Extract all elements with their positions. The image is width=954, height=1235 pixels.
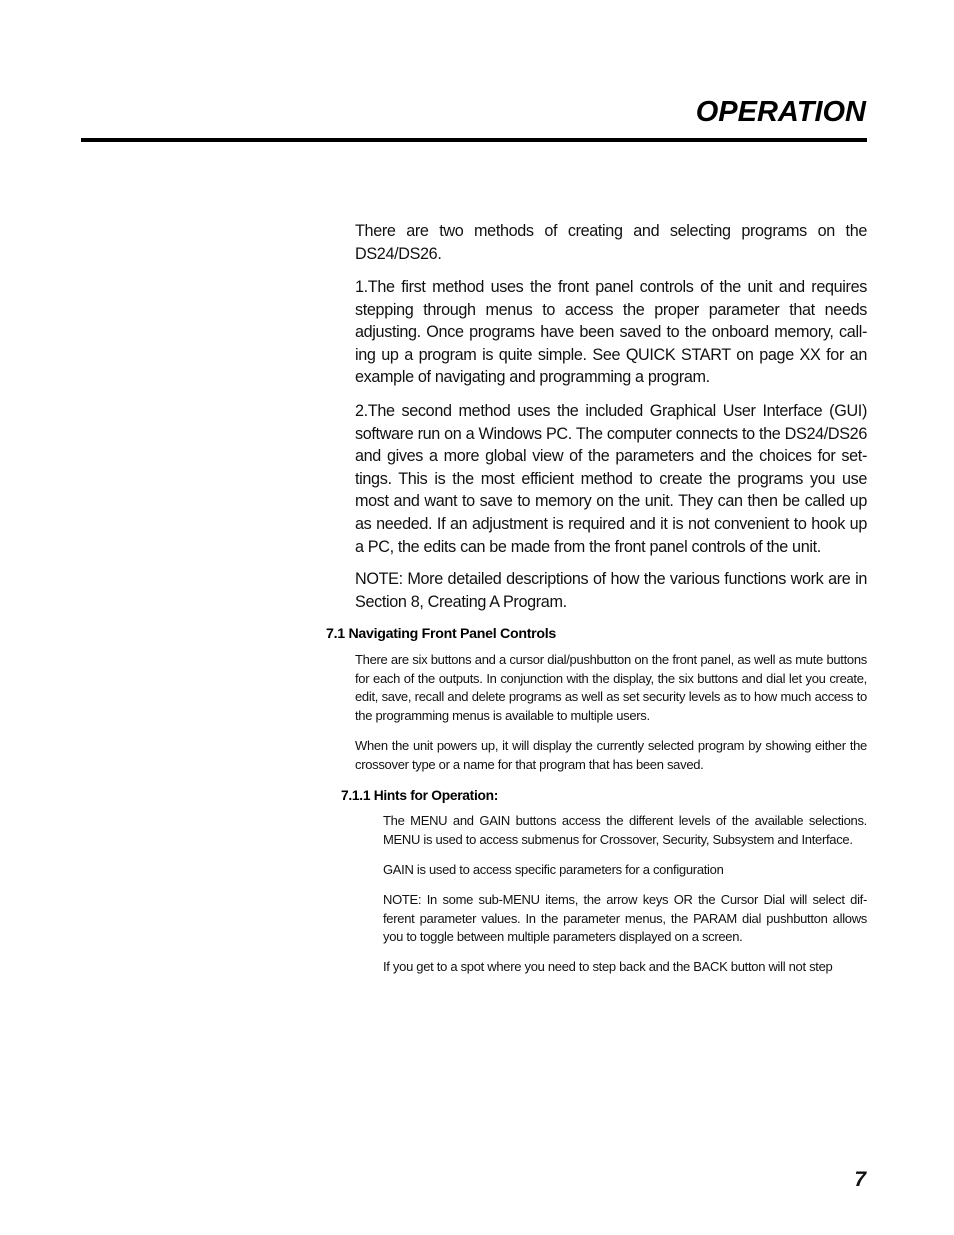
section-7-1-paragraph-2: When the unit powers up, it will display the currently selected program by showing either the crossover type or a name for that program that has been saved. (355, 738, 867, 772)
intro-paragraph-3: 2.The second method uses the included Graphical User Interface (GUI) software run on a Windows PC. The computer connects to the DS24/DS26 and gives a more global view of the parameters and the choices for set- tings. This is the most efficient method to create the programs you use most and want to save to memory on the unit. They can then be called up as needed. If an adjustment is required and it is not convenient to hook up a PC, the edits can be made from the front panel controls of the unit. (355, 402, 867, 556)
section-7-1-1-paragraph-1: The MENU and GAIN buttons access the different levels of the available selections. MENU is used to access submenus for Crossover, Security, Subsystem and Interface. (383, 813, 867, 847)
section-7-1-1-paragraph-4: If you get to a spot where you need to step back and the BACK button will not step (383, 959, 833, 974)
page-number: 7 (854, 1168, 866, 1191)
intro-paragraph-2: 1.The first method uses the front panel controls of the unit and requires stepping through menus to access the proper parameter that needs adjusting. Once programs have been saved to the onboard memory, call- ing up a program is quite simple. See QUICK START on page XX for an example of navigating and programming a program. (355, 278, 867, 387)
section-7-1-paragraph-1: There are six buttons and a cursor dial/pushbutton on the front panel, as well as mute buttons for each of the outputs. In conjunction with the display, the six buttons and dial let you create, edit, save, recall and delete programs as well as set security levels as to how much access to the programming menus is available to multiple users. (355, 652, 867, 723)
intro-note: NOTE: More detailed descriptions of how the various functions work are in Section 8, Creating A Program. (355, 570, 867, 611)
section-7-1-1-paragraph-2: GAIN is used to access specific parameters for a configuration (383, 862, 724, 877)
section-heading-7-1: 7.1 Navigating Front Panel Controls (326, 626, 556, 642)
header-rule (81, 138, 867, 142)
intro-paragraph-1: There are two methods of creating and selecting programs on the DS24/DS26. (355, 222, 867, 263)
section-heading-7-1-1: 7.1.1 Hints for Operation: (341, 788, 499, 803)
page-title: OPERATION (695, 96, 866, 128)
section-7-1-1-paragraph-3: NOTE: In some sub-MENU items, the arrow keys OR the Cursor Dial will select dif- ferent parameter values. In the parameter menus, the PARAM dial pushbutton allows you to toggle between multiple parameters displayed on a screen. (383, 892, 867, 945)
